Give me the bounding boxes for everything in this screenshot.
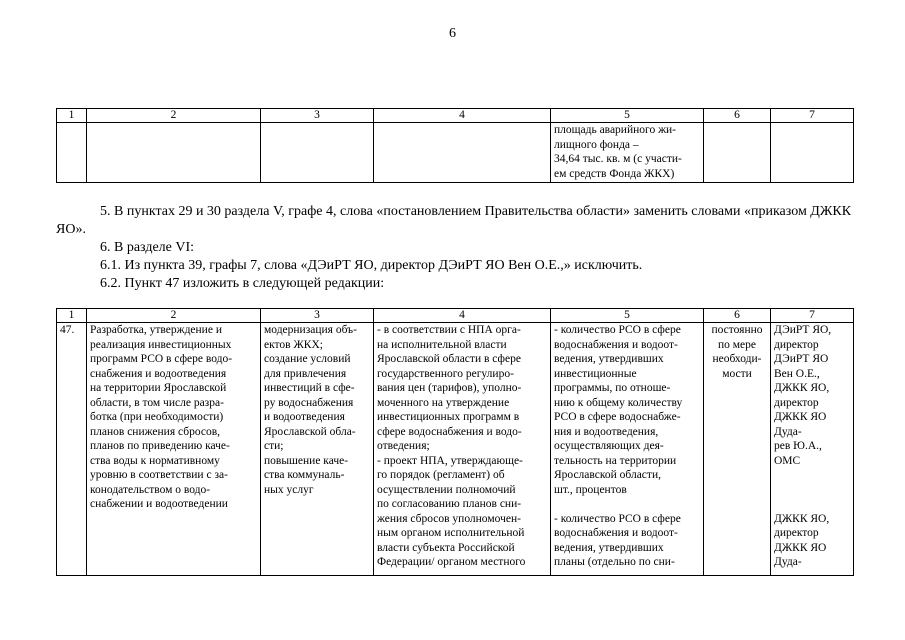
paragraph-item-6: 6. В разделе VI:	[100, 240, 195, 255]
header-cell: 6	[704, 309, 771, 323]
header-cell: 2	[87, 309, 261, 323]
activity-cell: Разработка, утверждение и реализация инвестиционных программ РСО в сфере водо- снабжения и водоотведения на территории Ярославской области, в том числе разра- ботка (при необходимости) планов снижения сбросов, планов по приведению каче- ства воды к нормативному уровню в соответствии с за- конодательством о водо- снабжении и водоотведении	[87, 323, 261, 576]
paragraph-item-5: 5. В пунктах 29 и 30 раздела V, графе 4, слова «постановлением Правительства области» заменить словами «приказом ДЖКК ЯО».	[56, 204, 852, 237]
deadline-cell: постоянно по мере необходи- мости	[704, 323, 771, 576]
header-cell: 5	[551, 109, 704, 123]
header-cell: 4	[374, 309, 551, 323]
header-cell: 5	[551, 309, 704, 323]
page-number: 6	[449, 26, 456, 41]
mechanism-cell: - в соответствии с НПА орга- на исполнительной власти Ярославской области в сфере государственного регулиро- вания цен (тарифов), уполно- моченного на утверждение инвестиционных программ в сфере водоснабжения и водо- отведения; - проект НПА, утверждающе- го порядок (регламент) об осуществлении полномочий по согласованию планов сни- жения сбросов уполномочен- ным органом исполнительной власти субъекта Российской Федерации/ органом местного	[374, 323, 551, 576]
header-cell: 2	[87, 109, 261, 123]
header-cell: 7	[771, 109, 854, 123]
header-cell: 7	[771, 309, 854, 323]
header-cell: 1	[57, 109, 87, 123]
header-cell: 6	[704, 109, 771, 123]
table-cell	[374, 123, 551, 183]
table-cell: площадь аварийного жи- лищного фонда – 34,64 тыс. кв. м (с участи- ем средств Фонда ЖКХ)	[551, 123, 704, 183]
paragraph-item-6-2: 6.2. Пункт 47 изложить в следующей редакции:	[100, 276, 385, 291]
table-continuation	[56, 108, 854, 183]
paragraph-item-6-1: 6.1. Из пункта 39, графы 7, слова «ДЭиРТ ЯО, директор ДЭиРТ ЯО Вен О.Е.,» исключить.	[100, 258, 643, 273]
table-cell	[771, 123, 854, 183]
header-cell: 4	[374, 109, 551, 123]
table-header-row	[57, 309, 854, 323]
table-header-row	[57, 109, 854, 123]
table-cell	[57, 123, 87, 183]
table-item-47	[56, 308, 854, 576]
table-cell	[87, 123, 261, 183]
table-cell	[704, 123, 771, 183]
responsible-cell: ДЭиРТ ЯО, директор ДЭиРТ ЯО Вен О.Е., ДЖКК ЯО, директор ДЖКК ЯО Дуда- рев Ю.А., ОМС ДЖКК ЯО, директор ДЖКК ЯО Дуда-	[771, 323, 854, 576]
header-cell: 1	[57, 309, 87, 323]
indicator-cell: - количество РСО в сфере водоснабжения и водоот- ведения, утвердивших инвестиционные программы, по отноше- нию к общему количеству РСО в сфере водоснабже- ния и водоотведения, осуществляющих дея- тельность на территории Ярославской области, шт., процентов - количество РСО в сфере водоснабжения и водоот- ведения, утвердивших планы (отдельно по сни-	[551, 323, 704, 576]
row-number-cell: 47.	[57, 323, 87, 576]
header-cell: 3	[261, 109, 374, 123]
table-cell	[261, 123, 374, 183]
header-cell: 3	[261, 309, 374, 323]
goal-cell: модернизация объ- ектов ЖКХ; создание условий для привлечения инвестиций в сфе- ру водоснабжения и водоотведения Ярославской обла- сти; повышение каче- ства коммуналь- ных услуг	[261, 323, 374, 576]
table-row	[57, 123, 854, 183]
table-row	[57, 323, 854, 576]
